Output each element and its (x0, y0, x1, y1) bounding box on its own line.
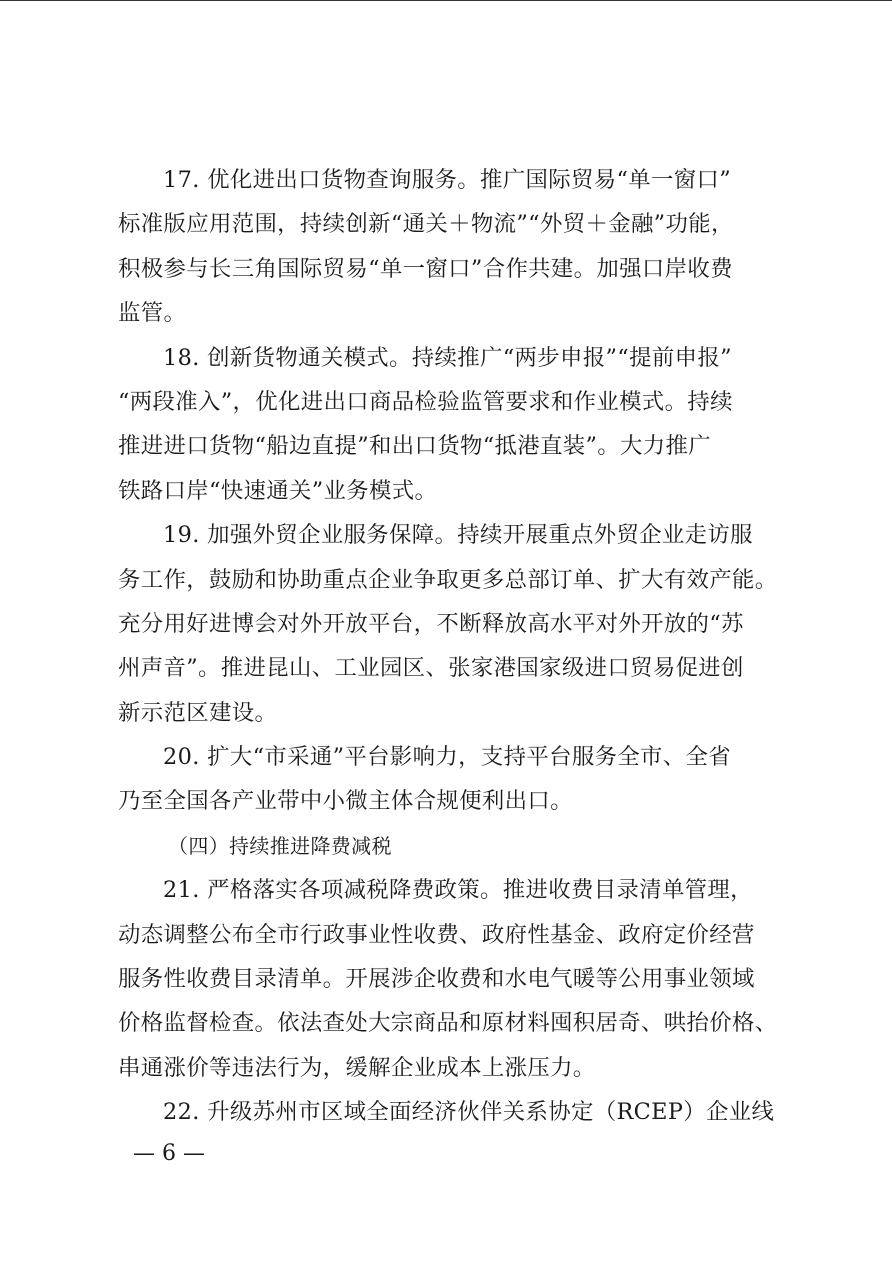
document-body (118, 158, 778, 1135)
section-heading: （四）持续推进降费减税 (168, 833, 392, 858)
text-line: 19. 加强外贸企业服务保障。持续开展重点外贸企业走访服 (163, 522, 753, 549)
text-line: 20. 扩大“市采通”平台影响力，支持平台服务全市、全省 (163, 744, 732, 771)
text-line: “两段准入”，优化进出口商品检验监管要求和作业模式。持续 (118, 388, 733, 415)
text-line: 标准版应用范围，持续创新“通关＋物流”“外贸＋金融”功能， (118, 211, 734, 238)
text-line: 18. 创新货物通关模式。持续推广“两步申报”“提前申报” (163, 344, 732, 371)
text-line: 监管。 (118, 300, 187, 327)
text-line: 服务性收费目录清单。开展涉企收费和水电气暖等公用事业领域 (118, 966, 755, 993)
text-line: 17. 优化进出口货物查询服务。推广国际贸易“单一窗口” (163, 167, 732, 193)
text-line: 串通涨价等违法行为，缓解企业成本上涨压力。 (118, 1054, 596, 1081)
text-line: 22. 升级苏州市区域全面经济伙伴关系协定（RCEP）企业线 (163, 1099, 775, 1126)
text-line: 积极参与长三角国际贸易“单一窗口”合作共建。加强口岸收费 (118, 255, 733, 282)
page-number: — 6 — (133, 1141, 205, 1166)
text-line: 价格监督检查。依法查处大宗商品和原材料囤积居奇、哄抬价格、 (118, 1010, 778, 1037)
text-line: 乃至全国各产业带中小微主体合规便利出口。 (118, 788, 573, 815)
top-border-line (0, 0, 892, 1)
text-line: 推进进口货物“船边直提”和出口货物“抵港直装”。大力推广 (118, 433, 711, 460)
text-line: 州声音”。推进昆山、工业园区、张家港国家级进口贸易促进创 (118, 655, 744, 682)
text-line: 铁路口岸“快速通关”业务模式。 (118, 477, 438, 504)
text-line: 21. 严格落实各项减税降费政策。推进收费目录清单管理， (163, 877, 753, 904)
text-line: 充分用好进博会对外开放平台，不断释放高水平对外开放的“苏 (118, 610, 744, 637)
text-line: 务工作，鼓励和协助重点企业争取更多总部订单、扩大有效产能。 (118, 566, 778, 593)
text-line: 动态调整公布全市行政事业性收费、政府性基金、政府定价经营 (118, 921, 755, 948)
text-line: 新示范区建设。 (118, 699, 278, 726)
